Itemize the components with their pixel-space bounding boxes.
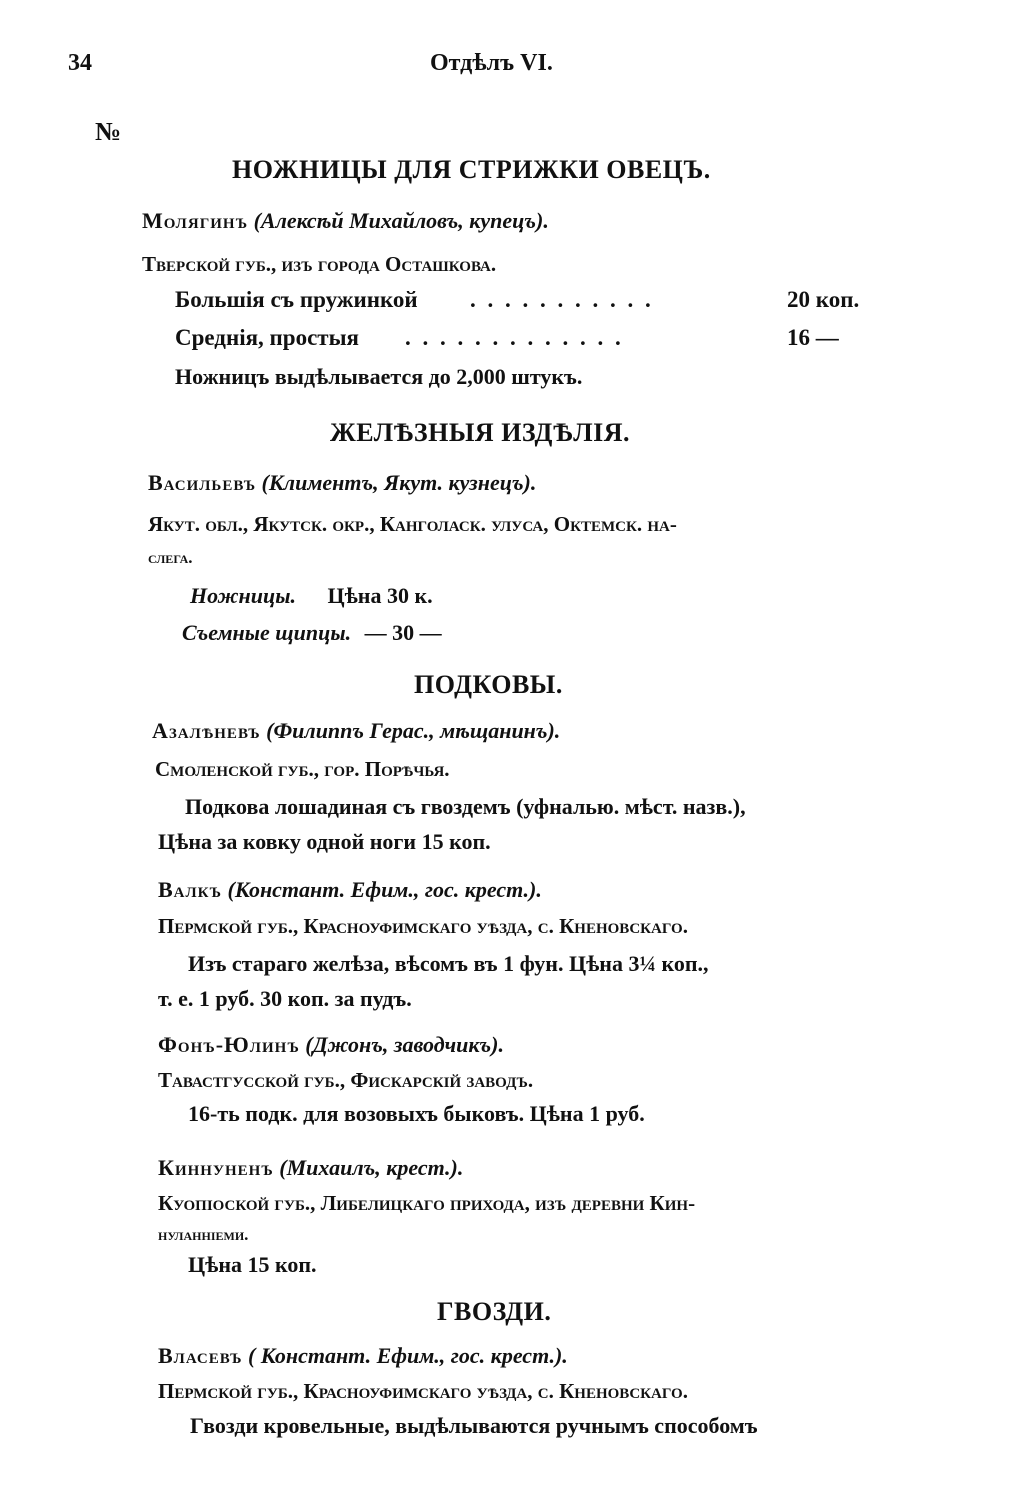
entry-text: Цѣна 15 коп. [188,1252,317,1277]
entry-place: Пермской губ., Красноуфимскаго уѣзда, с. Кненовскаго. [158,1379,688,1403]
item-price: Цѣна 30 к. [327,583,433,608]
entry-description: ( Констант. Ефим., гос. крест.). [247,1343,568,1368]
entry-text: Цѣна за ковку одной ноги 15 коп. [158,829,491,854]
running-head: Отдѣлъ VI. [430,50,553,76]
entry-description: (Филиппъ Герас., мѣщанинъ). [266,718,561,743]
entry-place: Куопіоской губ., Либелицкаго прихода, изъ деревни Кин- [158,1191,696,1215]
item-row [190,583,433,609]
entry-surname: Фонъ-Юлинъ [158,1032,300,1057]
item-label: Съемные щипцы. [182,620,352,645]
entry-description: (Джонъ, заводчикъ). [305,1032,504,1057]
entry-description: (Михаилъ, крест.). [279,1155,464,1180]
entry-text: 16-ть подк. для возовыхъ быковъ. Цѣна 1 руб. [188,1101,645,1126]
item-label: Среднія, простыя [175,325,359,350]
entry-place: Тверской губ., изъ города Осташкова. [142,252,497,276]
entry-place: Пермской губ., Красноуфимскаго уѣзда, с. Кненовскаго. [158,914,688,938]
entry-place: Тавастгусской губ., Фискарскій заводъ. [158,1068,534,1092]
entry-name [158,1032,504,1058]
entry-text: Подкова лошадиная съ гвоздемъ (уфналью. мѣст. назв.), [185,794,746,819]
item-label: Большія съ пружинкой [175,287,418,312]
entry-surname: Молягинъ [142,208,249,233]
entry-description: (Климентъ, Якут. кузнецъ). [261,470,537,495]
entry-place-continued: нуланніеми. [158,1225,249,1244]
entry-name [152,718,560,744]
entry-name [158,1155,463,1181]
section-heading-horseshoes: ПОДКОВЫ. [414,670,563,699]
entry-name [148,470,536,496]
price-row [175,287,880,313]
entry-note: Ножницъ выдѣлывается до 2,000 штукъ. [175,364,583,389]
entry-surname: Киннуненъ [158,1155,274,1180]
entry-place: Смоленской губ., гор. Порѣчья. [155,757,450,781]
section-heading-shears: НОЖНИЦЫ ДЛЯ СТРИЖКИ ОВЕЦЪ. [232,155,711,184]
entry-surname: Власевъ [158,1343,243,1368]
entry-text: Изъ стараго желѣза, вѣсомъ въ 1 фун. Цѣна 3¼ коп., [188,951,709,976]
entry-place-continued: слега. [148,548,193,567]
item-price: — 30 — [364,620,442,645]
entry-description: (Алексѣй Михайловъ, купецъ). [253,208,549,233]
number-sign: № [95,117,122,146]
dot-leader: . . . . . . . . . . . . . [405,325,624,350]
price-row [175,325,880,351]
section-heading-iron-goods: ЖЕЛѢЗНЫЯ ИЗДѢЛІЯ. [330,418,631,447]
item-price: 16 — [787,325,839,350]
entry-surname: Васильевъ [148,470,257,495]
entry-text: т. е. 1 руб. 30 коп. за пудъ. [158,986,412,1011]
item-price: 20 коп. [787,287,860,312]
entry-surname: Валкъ [158,877,223,902]
item-row [182,620,442,646]
item-label: Ножницы. [190,583,296,608]
entry-description: (Констант. Ефим., гос. крест.). [227,877,542,902]
section-heading-nails: ГВОЗДИ. [437,1297,552,1326]
page-number: 34 [68,50,92,76]
dot-leader: . . . . . . . . . . . [470,287,654,312]
entry-name [158,1343,568,1369]
entry-text: Гвозди кровельные, выдѣлываются ручнымъ способомъ [190,1413,758,1438]
entry-surname: Азалѣневъ [152,718,261,743]
entry-name [158,877,542,903]
entry-place: Якут. обл., Якутск. окр., Канголаск. улуса, Октемск. на- [148,512,677,536]
entry-name [142,208,549,234]
